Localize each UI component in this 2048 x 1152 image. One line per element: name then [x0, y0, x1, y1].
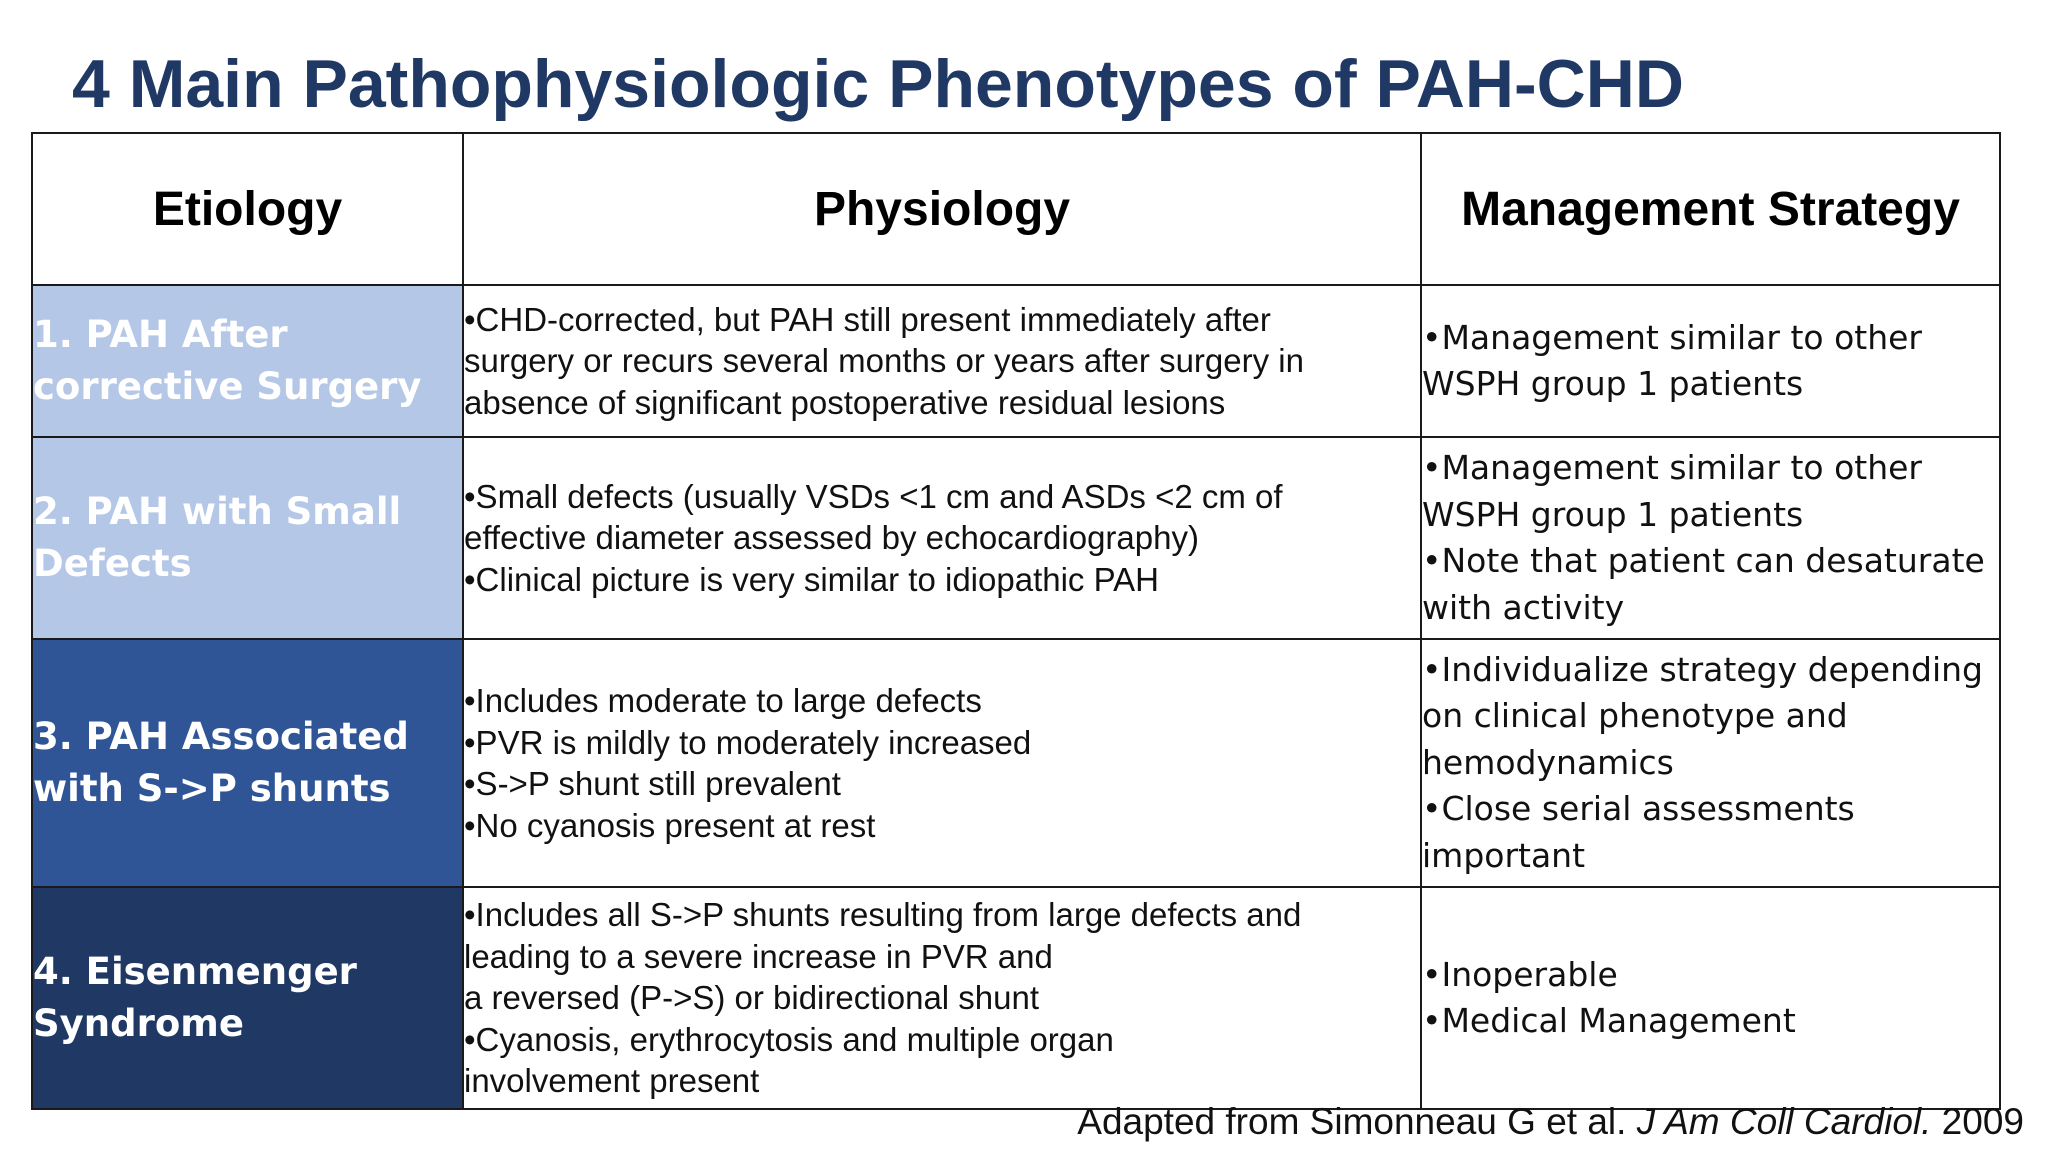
physiology-line: absence of significant postoperative residual lesions: [464, 383, 1226, 421]
physiology-cell: [463, 437, 1421, 639]
etiology-line: Defects: [33, 542, 192, 585]
management-line: •Note that patient can desaturate: [1422, 541, 1985, 580]
etiology-cell: [32, 285, 463, 437]
physiology-line: •CHD-corrected, but PAH still present immediately after: [464, 300, 1271, 338]
table-row: [32, 285, 2000, 437]
management-line: •Inoperable: [1422, 954, 1618, 994]
physiology-line: involvement present: [464, 1062, 760, 1100]
physiology-line: •S->P shunt still prevalent: [464, 765, 841, 802]
physiology-line: surgery or recurs several months or years after surgery in: [464, 342, 1304, 380]
management-cell: [1421, 887, 2000, 1109]
citation-journal: J Am Coll Cardiol.: [1636, 1101, 1932, 1142]
management-line: WSPH group 1 patients: [1422, 364, 1804, 403]
physiology-line: effective diameter assessed by echocardiography): [464, 519, 1199, 557]
physiology-line: leading to a severe increase in PVR and: [464, 937, 1053, 975]
etiology-line: with S->P shunts: [33, 767, 391, 810]
table-row: [32, 887, 2000, 1109]
etiology-line: 2. PAH with Small: [33, 490, 402, 533]
table-row: [32, 437, 2000, 639]
slide-title: 4 Main Pathophysiologic Phenotypes of PAH-CHD: [72, 46, 1684, 122]
etiology-cell: [32, 437, 463, 639]
etiology-cell: [32, 639, 463, 887]
management-cell: [1421, 285, 2000, 437]
physiology-cell: [463, 887, 1421, 1109]
header-physiology: Physiology: [463, 133, 1421, 285]
management-line: •Management similar to other: [1422, 448, 1922, 487]
management-cell: [1421, 639, 2000, 887]
management-line: •Management similar to other: [1422, 317, 1922, 357]
etiology-line: 1. PAH After: [33, 313, 288, 356]
etiology-line: Syndrome: [33, 1002, 244, 1045]
etiology-line: 3. PAH Associated: [33, 715, 409, 758]
citation-text: Adapted from Simonneau G et al.: [1077, 1101, 1637, 1142]
physiology-line: •Cyanosis, erythrocytosis and multiple organ: [464, 1020, 1114, 1058]
management-line: •Medical Management: [1422, 1001, 1796, 1040]
management-line: •Individualize strategy depending: [1422, 649, 1983, 689]
citation: [1077, 1101, 2024, 1143]
management-line: WSPH group 1 patients: [1422, 494, 1804, 534]
physiology-line: a reversed (P->S) or bidirectional shunt: [464, 979, 1040, 1017]
physiology-line: •No cyanosis present at rest: [464, 806, 876, 844]
management-line: hemodynamics: [1422, 742, 1674, 782]
etiology-line: corrective Surgery: [33, 365, 422, 408]
physiology-line: •Small defects (usually VSDs <1 cm and ASDs <2 cm of: [464, 477, 1283, 515]
management-cell: [1421, 437, 2000, 639]
physiology-line: •Clinical picture is very similar to idiopathic PAH: [464, 560, 1159, 598]
physiology-line: •Includes moderate to large defects: [464, 682, 982, 719]
etiology-line: 4. Eisenmenger: [33, 950, 357, 993]
management-line: important: [1422, 835, 1586, 875]
physiology-line: •PVR is mildly to moderately increased: [464, 723, 1032, 761]
phenotype-table: [31, 132, 2001, 1110]
physiology-cell: [463, 285, 1421, 437]
physiology-line: •Includes all S->P shunts resulting from large defects and: [464, 896, 1302, 934]
etiology-cell: [32, 887, 463, 1109]
citation-year: 2009: [1931, 1101, 2024, 1142]
management-line: •Close serial assessments: [1422, 789, 1855, 829]
physiology-cell: [463, 639, 1421, 887]
table-row: [32, 639, 2000, 887]
table-header-row: [32, 133, 2000, 285]
header-management-strategy: Management Strategy: [1421, 133, 2000, 285]
management-line: with activity: [1422, 587, 1625, 627]
management-line: on clinical phenotype and: [1422, 696, 1848, 736]
header-etiology: Etiology: [32, 133, 463, 285]
